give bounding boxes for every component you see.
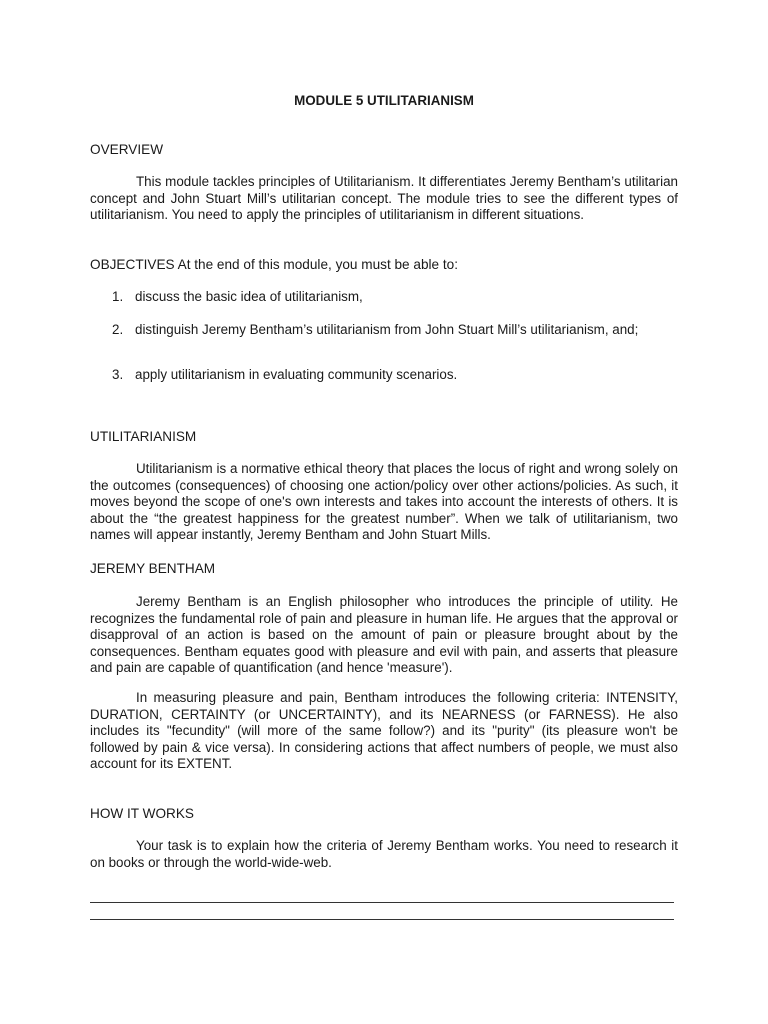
how-it-works-paragraph: Your task is to explain how the criteria of Jeremy Bentham works. You need to research it on books or through the world-wide-web. bbox=[90, 838, 678, 870]
document-page bbox=[90, 0, 678, 1024]
objective-number: 3. bbox=[112, 367, 124, 382]
module-title: MODULE 5 UTILITARIANISM bbox=[294, 93, 474, 108]
objective-text: distinguish Jeremy Bentham’s utilitarianism from John Stuart Mill’s utilitarianism, and; bbox=[135, 322, 639, 337]
objectives-intro: OBJECTIVES At the end of this module, you must be able to: bbox=[90, 257, 458, 272]
bentham-heading: JEREMY BENTHAM bbox=[90, 561, 216, 576]
utilitarianism-paragraph: Utilitarianism is a normative ethical theory that places the locus of right and wrong solely on the outcomes (consequences) of choosing one action/policy over other actions/policies. As such, it moves beyond the scope of one's own interests and takes into account the interests of others. It is about the “the greatest happiness for the greatest number”. When we talk of utilitarianism, two names will appear instantly, Jeremy Bentham and John Stuart Mills. bbox=[90, 461, 678, 543]
objective-text: discuss the basic idea of utilitarianism, bbox=[135, 289, 363, 304]
overview-heading: OVERVIEW bbox=[90, 142, 164, 157]
bentham-paragraph-2: In measuring pleasure and pain, Bentham introduces the following criteria: INTENSITY, DURATION, CERTAINTY (or UNCERTAINTY), and its NEARNESS (or FARNESS). He also includes its "fecundity" (will more of the same follow?) and its "purity" (its pleasure won't be followed by pain & vice versa). In considering actions that affect numbers of people, we must also account for its EXTENT. bbox=[90, 690, 678, 772]
objective-item-3 bbox=[112, 367, 672, 382]
how-it-works-heading: HOW IT WORKS bbox=[90, 806, 194, 821]
utilitarianism-heading: UTILITARIANISM bbox=[90, 429, 197, 444]
objective-text: apply utilitarianism in evaluating community scenarios. bbox=[135, 367, 458, 382]
answer-line-2[interactable] bbox=[90, 919, 674, 920]
overview-paragraph: This module tackles principles of Utilitarianism. It differentiates Jeremy Bentham’s utilitarian concept and John Stuart Mill’s utilitarian concept. The module tries to see the different types of utilitarianism. You need to apply the principles of utilitarianism in different situations. bbox=[90, 174, 678, 223]
objective-item-1 bbox=[112, 289, 672, 304]
objective-item-2 bbox=[112, 322, 672, 337]
bentham-paragraph-1: Jeremy Bentham is an English philosopher who introduces the principle of utility. He recognizes the fundamental role of pain and pleasure in human life. He argues that the approval or disapproval of an action is based on the amount of pain or pleasure brought about by the consequences. Bentham equates good with pleasure and evil with pain, and asserts that pleasure and pain are capable of quantification (and hence 'measure'). bbox=[90, 594, 678, 676]
objective-number: 2. bbox=[112, 322, 124, 337]
answer-line-1[interactable] bbox=[90, 902, 674, 903]
objective-number: 1. bbox=[112, 289, 124, 304]
